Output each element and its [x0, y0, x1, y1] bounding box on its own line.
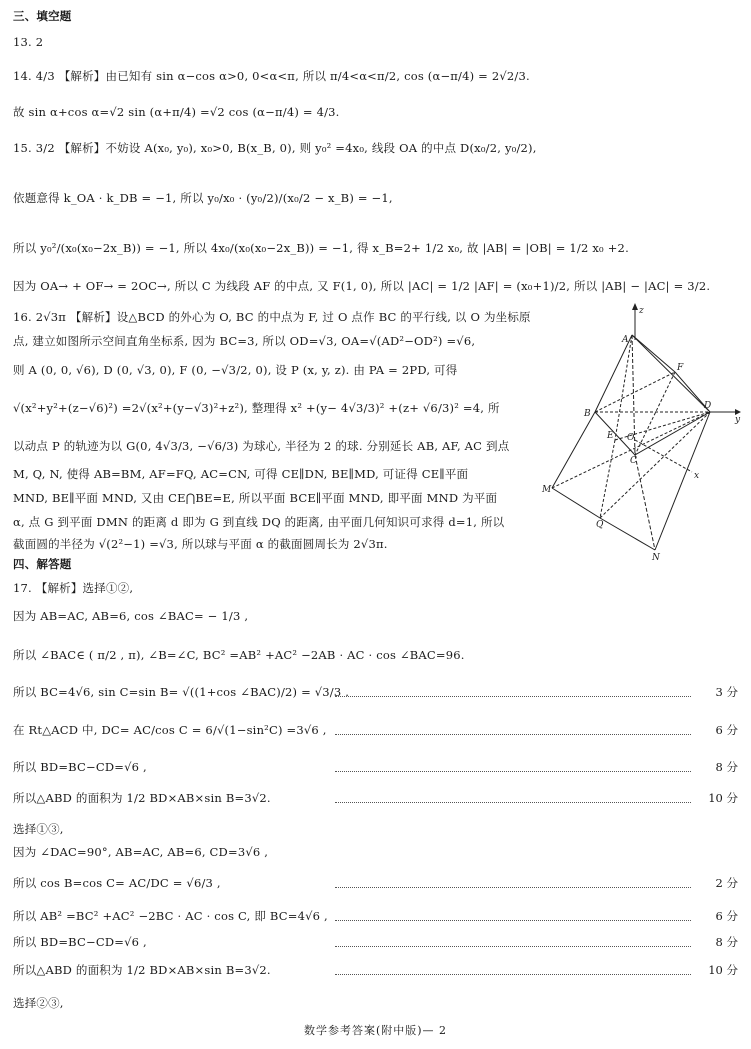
answer-line: 所以 AB² =BC² +AC² −2BC · AC · cos C, 即 BC=4√6 ,: [13, 909, 328, 923]
answer-line: 选择①③,: [13, 822, 64, 836]
answer-line: MND, BE∥平面 MND, 又由 CE⋂BE=E, 所以平面 BCE∥平面 MND, 即平面 MND 为平面: [13, 491, 498, 505]
answer-line: 故 sin α+cos α=√2 sin (α+π/4) =√2 cos (α−π/4) = 4/3.: [13, 105, 340, 119]
answer-line: 截面圆的半径为 √(2²−1) =√3, 所以球与平面 α 的截面圆周长为 2√3π.: [13, 537, 388, 551]
dot-leader: [335, 802, 691, 803]
answer-line: 13. 2: [13, 35, 44, 49]
answer-line: 17. 【解析】选择①②,: [13, 581, 134, 595]
label-C: C: [630, 456, 637, 466]
label-N: N: [652, 553, 660, 563]
label-F: F: [677, 363, 684, 373]
answer-line: 16. 2√3π 【解析】设△BCD 的外心为 O, BC 的中点为 F, 过 O 点作 BC 的平行线, 以 O 为坐标原: [13, 310, 531, 324]
answer-line: 15. 3/2 【解析】不妨设 A(x₀, y₀), x₀>0, B(x_B, 0), 则 y₀² =4x₀, 线段 OA 的中点 D(x₀/2, y₀/2),: [13, 141, 537, 155]
dot-leader: [335, 887, 691, 888]
edge-FC: [635, 372, 675, 455]
answer-line: 因为 OA→ + OF→ = 2OC→, 所以 C 为线段 AF 的中点, 又 F(1, 0), 所以 |AC| = 1/2 |AF| = (x₀+1)/2, 所以 |AB| − |AC| = 3/2.: [13, 279, 711, 293]
label-B: B: [584, 409, 591, 419]
label-x: x: [694, 471, 700, 481]
answer-line: 所以 y₀²/(x₀(x₀−2x_B)) = −1, 所以 4x₀/(x₀(x₀−2x_B)) = −1, 得 x_B=2+ 1/2 x₀, 故 |AB| = |OB| = 1/2 x₀ +2.: [13, 241, 629, 255]
answer-line: M, Q, N, 使得 AB=BM, AF=FQ, AC=CN, 可得 CE∥DN, BE∥MD, 可证得 CE∥平面: [13, 467, 469, 481]
label-y: y: [735, 415, 741, 425]
answer-line: 点, 建立如图所示空间直角坐标系, 因为 BC=3, 所以 OD=√3, OA=√(AD²−OD²) =√6,: [13, 334, 476, 348]
answer-line: √(x²+y²+(z−√6)²) =2√(x²+(y−√3)²+z²), 整理得 x² +(y− 4√3/3)² +(z+ √6/3)² =4, 所: [13, 401, 500, 415]
answer-line: 则 A (0, 0, √6), D (0, √3, 0), F (0, −√3/2, 0), 设 P (x, y, z). 由 PA = 2PD, 可得: [13, 363, 458, 377]
answer-line: 所以△ABD 的面积为 1/2 BD×AB×sin B=3√2.: [13, 791, 271, 805]
edge-CN: [635, 455, 655, 550]
section-heading-answer: 四、解答题: [13, 557, 72, 571]
score: 10 分: [708, 963, 738, 977]
answer-line: 所以 ∠BAC∈ ( π/2 , π), ∠B=∠C, BC² =AB² +AC² −2AB · AC · cos ∠BAC=96.: [13, 648, 465, 662]
label-O: O: [627, 433, 635, 443]
answer-line: 所以△ABD 的面积为 1/2 BD×AB×sin B=3√2.: [13, 963, 271, 977]
answer-line: 所以 BD=BC−CD=√6 ,: [13, 935, 147, 949]
label-D: D: [704, 401, 712, 411]
dot-leader: [335, 734, 691, 735]
label-Q: Q: [596, 520, 604, 530]
edge-BF: [595, 372, 675, 412]
score: 2 分: [715, 876, 738, 890]
dot-leader: [335, 920, 691, 921]
dot-leader: [335, 771, 691, 772]
answer-line: 选择②③,: [13, 996, 64, 1010]
edge-AF: [632, 335, 675, 372]
answer-line: 所以 BD=BC−CD=√6 ,: [13, 760, 147, 774]
dot-leader: [335, 974, 691, 975]
label-M: M: [542, 485, 552, 495]
label-z: z: [639, 306, 644, 316]
answer-line: 因为 ∠DAC=90°, AB=AC, AB=6, CD=3√6 ,: [13, 845, 269, 859]
score: 8 分: [715, 935, 738, 949]
label-A: A: [622, 335, 629, 345]
geometry-diagram: [540, 300, 745, 565]
score: 8 分: [715, 760, 738, 774]
dot-leader: [335, 946, 691, 947]
answer-line: 所以 BC=4√6, sin C=sin B= √((1+cos ∠BAC)/2) = √3/3 .: [13, 685, 350, 699]
edge-ND: [655, 412, 710, 550]
section-heading-fill-blank: 三、填空题: [13, 9, 72, 23]
score: 10 分: [708, 791, 738, 805]
x-axis-line: [635, 440, 692, 472]
z-axis-arrow: [632, 303, 638, 310]
answer-line: 以动点 P 的轨迹为以 G(0, 4√3/3, −√6/3) 为球心, 半径为 2 的球. 分别延长 AB, AF, AC 到点: [13, 439, 510, 453]
answer-line: 14. 4/3 【解析】由已知有 sin α−cos α>0, 0<α<π, 所以 π/4<α<π/2, cos (α−π/4) = 2√2/3.: [13, 69, 530, 83]
answer-line: α, 点 G 到平面 DMN 的距离 d 即为 G 到直线 DQ 的距离, 由平面几何知识可求得 d=1, 所以: [13, 515, 505, 529]
answer-line: 依题意得 k_OA · k_DB = −1, 所以 y₀/x₀ · (y₀/2)/(x₀/2 − x_B) = −1,: [13, 191, 393, 205]
label-E: E: [607, 431, 614, 441]
score: 3 分: [715, 685, 738, 699]
edge-MQ: [552, 488, 600, 518]
dot-leader: [335, 696, 691, 697]
page-footer: 数学参考答案(附中版)— 2: [303, 1024, 448, 1037]
answer-line: 在 Rt△ACD 中, DC= AC/cos C = 6/√(1−sin²C) =3√6 ,: [13, 723, 327, 737]
score: 6 分: [715, 909, 738, 923]
edge-BM: [552, 412, 595, 488]
edge-MD: [552, 412, 710, 488]
answer-line: 因为 AB=AC, AB=6, cos ∠BAC= − 1/3 ,: [13, 609, 249, 623]
score: 6 分: [715, 723, 738, 737]
edge-AE: [615, 335, 632, 440]
edge-QN: [600, 518, 655, 550]
answer-line: 所以 cos B=cos C= AC/DC = √6/3 ,: [13, 876, 221, 890]
edge-AB: [595, 335, 632, 412]
